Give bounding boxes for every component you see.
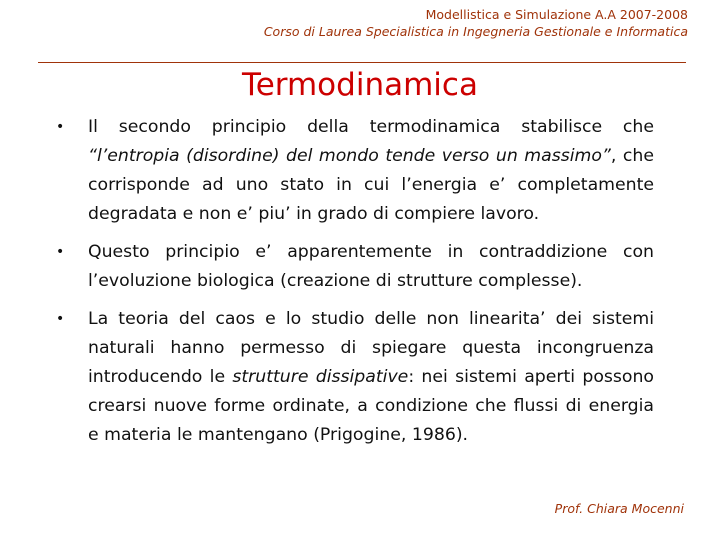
bullet-item [56, 113, 654, 229]
bullet-item [56, 305, 654, 450]
bullet-marker: • [56, 311, 65, 327]
bullet-text-start: Il secondo principio della termodinamica stabilisce che [88, 117, 654, 137]
bullet-text-start: La teoria del caos e lo studio delle non linearita’ dei sistemi naturali hanno permesso di spiegare questa incongruenza introducendo le [88, 309, 654, 387]
bullet-item [56, 238, 654, 296]
bullet-text-end: , che corrisponde ad uno stato in cui l’energia e’ completamente degradata e non e’ piu’ in grado di compiere lavoro. [88, 146, 654, 224]
bullet-list [56, 113, 654, 450]
entropy-quote: “l’entropia (disordine) del mondo tende verso un massimo” [88, 146, 611, 166]
slide-header [264, 6, 688, 40]
bullet-text-end: : nei sistemi aperti possono crearsi nuove forme ordinate, a condizione che flussi di energia e materia le mantengano (Prigogine, 1986). [88, 367, 654, 445]
degree-program: Corso di Laurea Specialistica in Ingegneria Gestionale e Informatica [263, 24, 688, 39]
bullet-marker: • [56, 119, 65, 135]
bullet-marker: • [56, 244, 65, 260]
bullet-text: Questo principio e’ apparentemente in contraddizione con l’evoluzione biologica (creazione di strutture complesse). [88, 242, 654, 291]
slide-title: Termodinamica [242, 67, 478, 103]
course-title: Modellistica e Simulazione A.A 2007-2008 [425, 7, 688, 22]
dissipative-structures-term: strutture dissipative [232, 367, 409, 387]
author-footer: Prof. Chiara Mocenni [554, 501, 684, 516]
